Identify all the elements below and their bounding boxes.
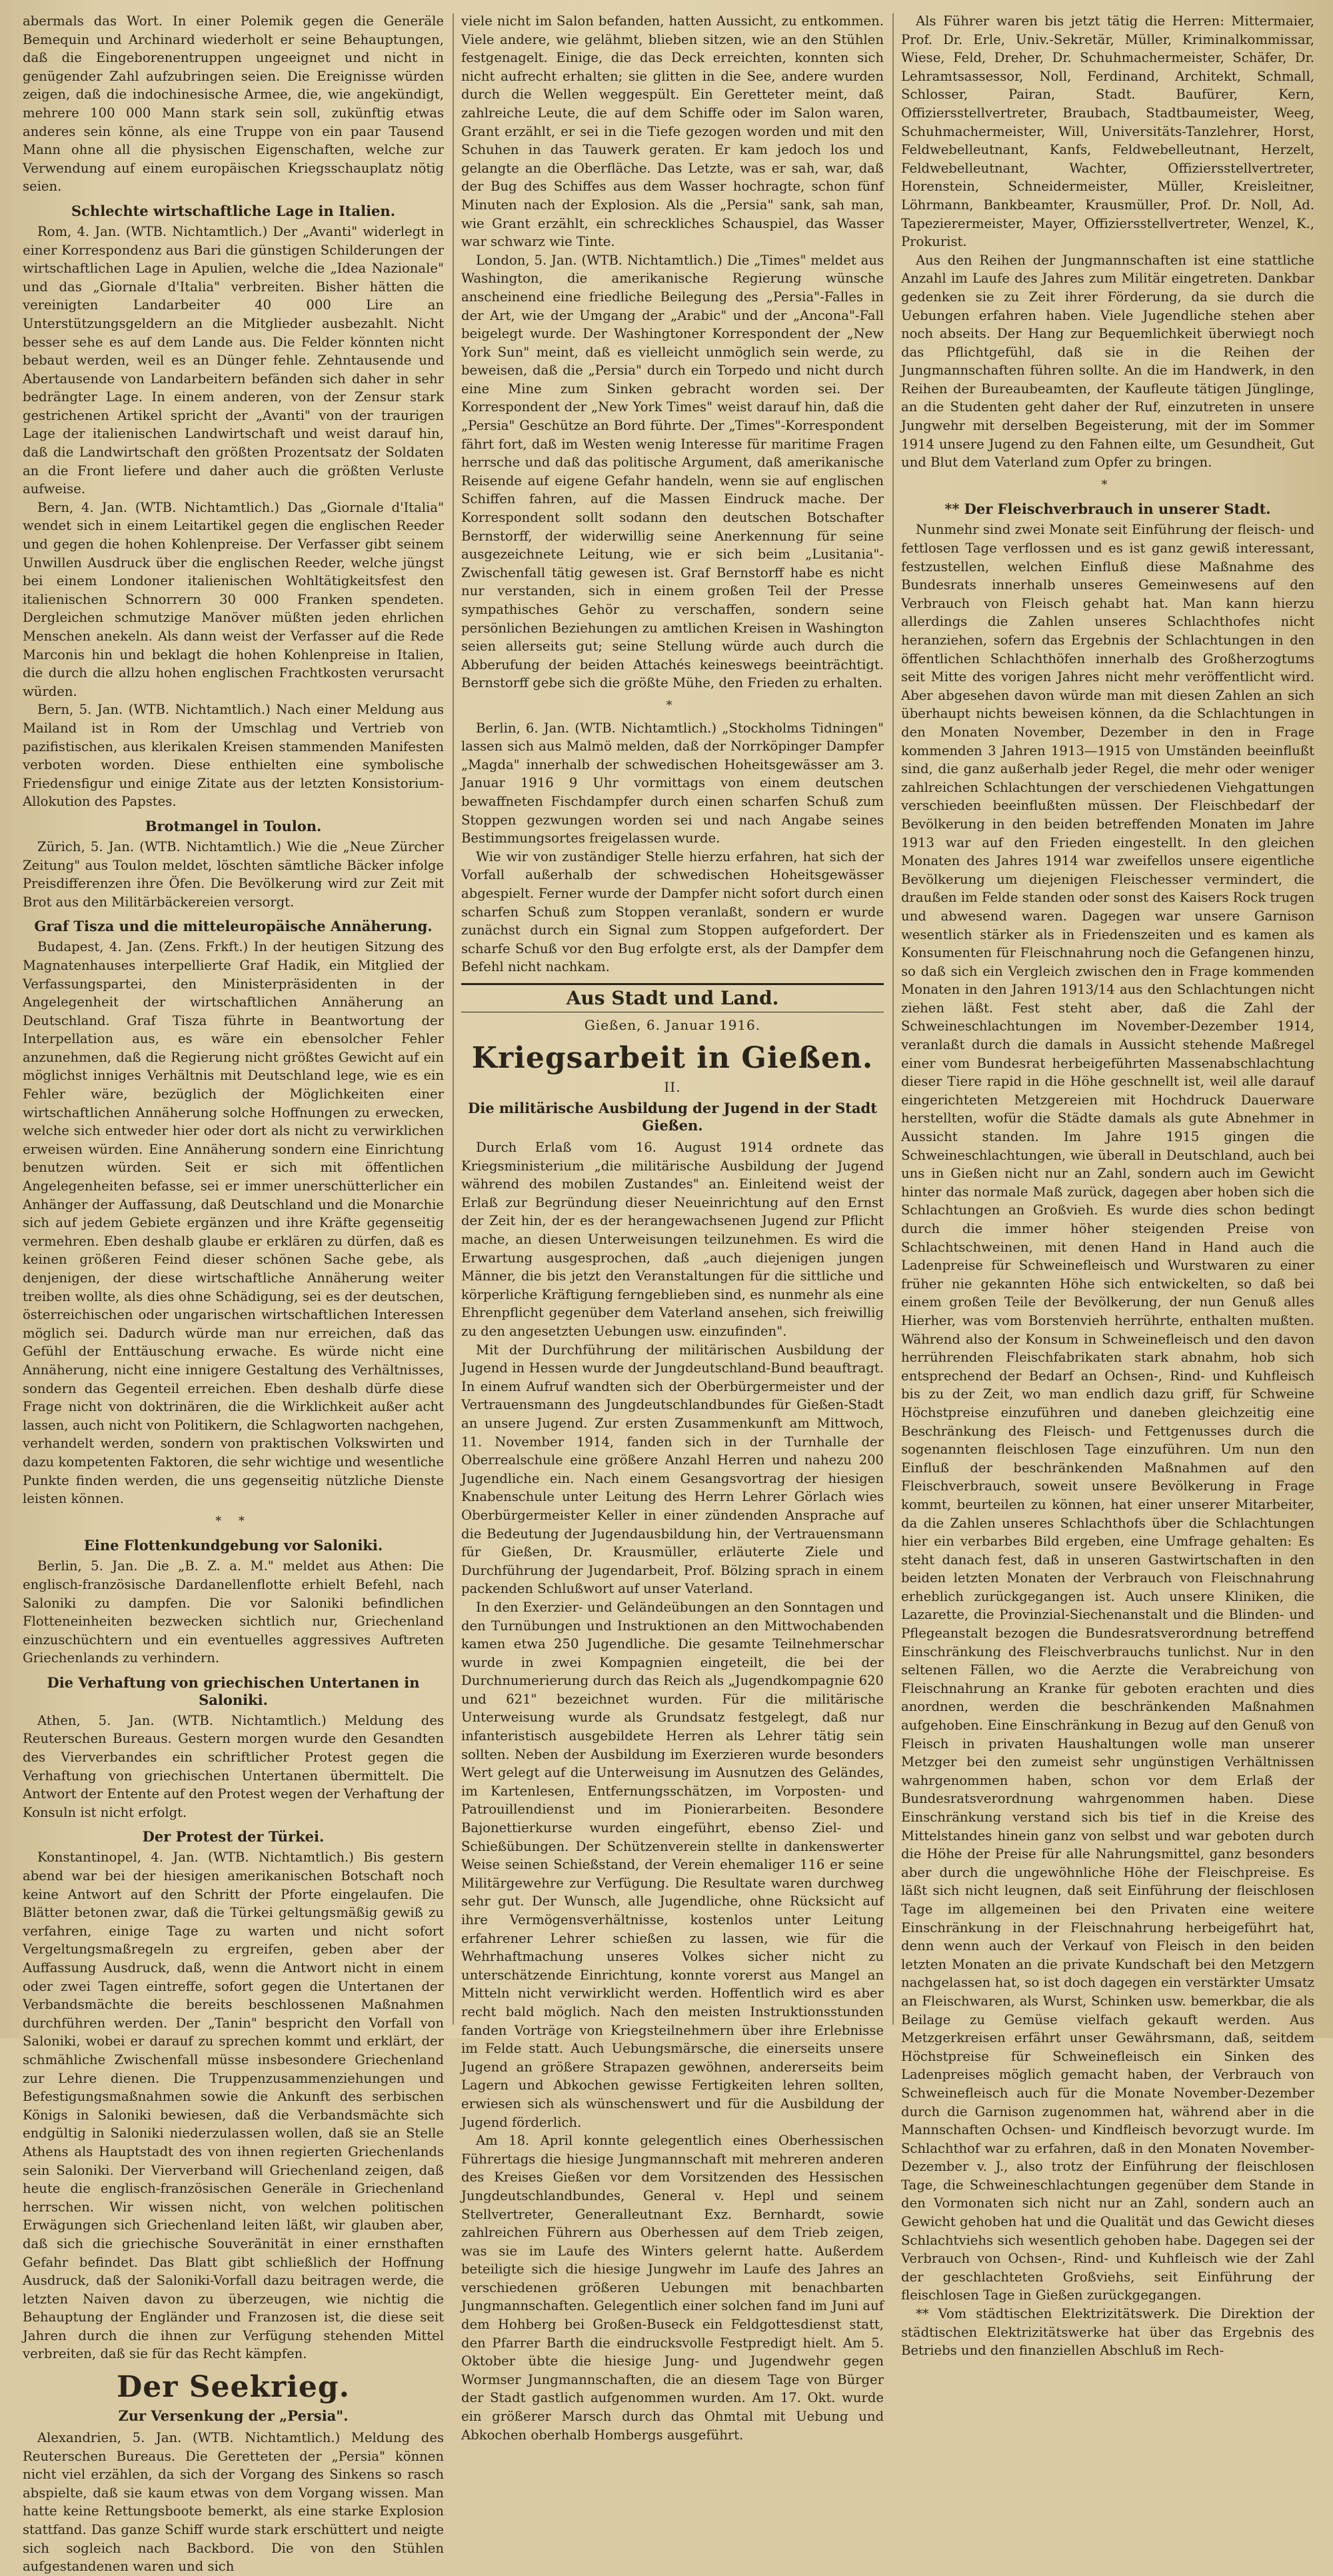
paragraph: ** Vom städtischen Elektrizitätswerk. Die Direktion der städtischen Elektrizitätswerke hat über das Ergebnis des Betriebs und den finanziellen Abschluß im Rech- [901, 2306, 1314, 2359]
paragraph: In den Exerzier- und Geländeübungen an den Sonntagen und den Turnübungen und Instruktionen an den Mittwochabenden kamen etwa 250 Jugendliche. Die gesamte Teilnehmerschar wurde in zwei Kompagnien eingeteilt, die bei der Durchnumerierung durch das Reich als „Jugendkompagnie 620 und 621" bezeichnet wurden. Für die militärische Unterweisung wurde als Grundsatz festgelegt, daß nur infanteristisch ausgebildete Herren als Lehrer tätig sein sollten. Neben der Ausbildung im Exerzieren wurde besonders Wert gelegt auf die Unterweisung im Ausnutzen des Geländes, im Kartenlesen, Entfernungsschätzen, im Vorposten- und Patrouillendienst und im Pionierarbeiten. Besondere Bajonettierkurse wurden eingeführt, ebenso Ziel- und Schießübungen. Der Schützenverein stellte in dankenswerter Weise seinen Schießstand, der Verein ehemaliger 116 er seine Militärgewehre zur Verfügung. Die Resultate waren durchweg sehr gut. Der Wunsch, alle Jugendliche, ohne Rücksicht auf ihre Vermögensverhältnisse, kostenlos unter Leitung erfahrener Lehrer schießen zu lassen, wie für die Wehrhaftmachung unseres Volkes sicher nicht zu unterschätzende Einrichtung, konnte vorerst aus Mangel an Mitteln nicht verwirklicht werden. Hoffentlich wird es aber recht bald möglich. Nach den meisten Instruktionsstunden fanden Vorträge von Kriegsteilnehmern über ihre Erlebnisse im Felde statt. Auch Uebungsmärsche, die einerseits unsere Jugend an größere Strapazen gewöhnen, andererseits beim Lagern und Abkochen gewisse Fertigkeiten lehren sollten, erwiesen sich als wünschenswert und für die Ausbildung der Jugend förderlich. [461, 1599, 884, 2130]
article-subtitle: Die militärische Ausbildung der Jugend in der Stadt Gießen. [468, 1100, 877, 1134]
article-heading: Der Protest der Türkei. [142, 1828, 325, 1846]
article-heading: Schlechte wirtschaftliche Lage in Italien. [71, 202, 395, 219]
paragraph: Mit der Durchführung der militärischen Ausbildung der Jugend in Hessen wurde der Jungdeutschland-Bund beauftragt. In einem Aufruf wandten sich der Oberbürgermeister und der Vertrauensmann des Jungdeutschlandbundes für Gießen-Stadt an unsere Jugend. Zur ersten Zusammenkunft am Mittwoch, 11. November 1914, fanden sich in der Turnhalle der Oberrealschule eine größere Anzahl Herren und nahezu 200 Jugendliche ein. Nach einem Gesangsvortrag der hiesigen Knabenschule unter Leitung des Herrn Lehrer Görlach wies Oberbürgermeister Keller in einer zündenden Ansprache auf die Bedeutung der Jugendausbildung hin, der Vertrauensmann für Gießen, Dr. Krausmüller, erläuterte Ziele und Durchführung der Jugendarbeit, Prof. Bölzing sprach in einem packenden Schlußwort auf unser Vaterland. [461, 1342, 884, 1597]
column-rule [453, 13, 454, 2025]
paragraph: Zürich, 5. Jan. (WTB. Nichtamtlich.) Wie die „Neue Zürcher Zeitung" aus Toulon meldet, löschten sämtliche Bäcker infolge Preisdifferenzen ihre Öfen. Die Bevölkerung wird zur Zeit mit Brot aus den Militärbäckereien versorgt. [23, 838, 444, 910]
paragraph: abermals das Wort. In einer Polemik gegen die Generäle Bemequin und Archinard wiederholt er seine Behauptungen, daß die Eingeborenentruppen ungeeignet und nicht in genügender Zahl aufzubringen seien. Die Ereignisse würden zeigen, daß die indochinesische Armee, die, wie angekündigt, mehrere 100 000 Mann stark sein soll, zukünftig etwas anderes sein könne, als eine Truppe von ein paar Tausend Mann ohne all die physischen Eigenschaften, welche zur Verwendung auf einem europäischen Kriegsschauplatz nötig seien. [23, 13, 444, 195]
paragraph: London, 5. Jan. (WTB. Nichtamtlich.) Die „Times" meldet aus Washington, die amerikanische Regierung wünsche anscheinend eine friedliche Beilegung des „Persia"-Falles in der Art, wie der Umgang der „Arabic" und der „Ancona"-Fall beigelegt wurde. Der Washingtoner Korrespondent der „New York Sun" meint, daß es vielleicht unmöglich sein werde, zu beweisen, daß die „Persia" durch ein Torpedo und nicht durch eine Mine zum Sinken gebracht worden sei. Der Korrespondent der „New York Times" weist darauf hin, daß die „Persia" Geschütze an Bord führte. Der „Times"-Korrespondent fährt fort, daß im Westen wenig Interesse für maritime Fragen herrsche und daß das politische Argument, daß amerikanische Reisende auf eigene Gefahr handeln, wenn sie auf englischen Schiffen fahren, auf die Massen Eindruck mache. Der Korrespondent sollt sodann den deutschen Botschafter Bernstorff, der widerwillig seine Anerkennung für seine ausgezeichnete Leitung, wie er sich beim „Lusitania"-Zwischenfall tätig gewesen ist. Graf Bernstorff habe es nicht nur verstanden, sich in einem großen Teil der Presse sympathisches Gehör zu verschaffen, sondern seine persönlichen Beziehungen zu amtlichen Kreisen in Washington seien allerseits gut; seine Stellung würde auch durch die Abberufung der beiden Attachés keineswegs beeinträchtigt. Bernstorff gebe sich die größte Mühe, den Frieden zu erhalten. [461, 252, 884, 691]
section-heading: Der Seekrieg. [117, 2370, 350, 2405]
paragraph: Bern, 5. Jan. (WTB. Nichtamtlich.) Nach einer Meldung aus Mailand ist in Rom der Umschlag und Vertrieb von pazifistischen, aus klerikalen Kreisen stammenden Manifesten verboten worden. Diese enthielten eine symbolische Friedensfigur und einige Zitate aus der letzten Konsistorium-Allokution des Papstes. [23, 702, 444, 810]
separator-stars: * [666, 698, 679, 712]
paragraph: Berlin, 5. Jan. Die „B. Z. a. M." meldet aus Athen: Die englisch-französische Dardanellenflotte erhielt Befehl, nach Saloniki zu dampfen. Die vor Saloniki befindlichen Flotteneinheiten bezwecken sichtlich nur, Griechenland einzuschüchtern und ein eventuelles aggressives Auftreten Griechenlands zu verhindern. [23, 1558, 444, 1666]
column-1 [23, 12, 444, 2575]
article-subheading: Zur Versenkung der „Persia". [118, 2407, 349, 2425]
section-banner: Aus Stadt und Land. [461, 983, 884, 1012]
column-3 [901, 12, 1314, 2359]
paragraph: Berlin, 6. Jan. (WTB. Nichtamtlich.) „Stockholms Tidningen" lassen sich aus Malmö melden, daß der Norrköpinger Dampfer „Magda" innerhalb der schwedischen Hoheitsgewässer am 3. Januar 1916 9 Uhr vormittags von einem deutschen bewaffneten Fischdampfer durch einen scharfen Schuß zum Stoppen gezwungen worden sei und nach Angabe seines Bestimmungsortes freigelassen wurde. [461, 720, 884, 846]
paragraph: Konstantinopel, 4. Jan. (WTB. Nichtamtlich.) Bis gestern abend war bei der hiesigen amerikanischen Botschaft noch keine Antwort auf den Schritt der Pforte eingelaufen. Die Blätter betonen zwar, daß die Türkei geltungsmäßig gewiß zu verfahren, einige Tage zu warten und nicht sofort Vergeltungsmaßregeln zu ergreifen, geben aber der Auffassung Ausdruck, daß, wenn die Antwort nicht in einem oder zwei Tagen eintreffe, sofort gegen die Untertanen der Verbandsmächte die bereits beschlossenen Maßnahmen durchführen werden. Der „Tanin" bespricht den Vorfall von Saloniki, wobei er darauf zu sprechen kommt und erklärt, der schmähliche Zwischenfall müsse insbesondere Griechenland zur Lehre dienen. Die Truppenzusammenziehungen und Befestigungsmaßnahmen sowie die Ankunft des serbischen Königs in Saloniki bewiesen, daß die Verbandsmächte sich endgültig in Saloniki niederzulassen wollen, daß sie an Stelle Athens als Hauptstadt des von ihnen regierten Griechenlands sein Saloniki. Der Vierverband will Griechenland zeigen, daß heute die englisch-französischen Generäle in Griechenland herrschen. Wir wissen nicht, von welchen politischen Erwägungen sich Griechenland leiten läßt, wir glauben aber, daß sich die griechische Souveränität in einer ernsthaften Gefahr befindet. Das Blatt gibt schließlich der Hoffnung Ausdruck, daß der Saloniki-Vorfall dazu beitragen werde, die letzten Naiven davon zu überzeugen, wie nichtig die Behauptung der Engländer und Franzosen ist, die diese seit Jahren durch die ihnen zur Verfügung stehenden Mittel verbreiten, daß sie für das Recht kämpfen. [23, 1850, 444, 2362]
separator-stars: * [1101, 477, 1114, 492]
paragraph: Athen, 5. Jan. (WTB. Nichtamtlich.) Meldung des Reuterschen Bureaus. Gestern morgen wurde den Gesandten des Vierverbandes ein schriftlicher Protest gegen die Verhaftung von griechischen Untertanen übermittelt. Die Antwort der Entente auf den Protest wegen der Verhaftung der Konsuln ist nicht erfolgt. [23, 1712, 444, 1820]
paragraph: Am 18. April konnte gelegentlich eines Oberhessischen Führertags die hiesige Jungmannschaft mit mehreren anderen des Kreises Gießen vor dem Vorsitzenden des Hessischen Jungdeutschlandbundes, General v. Hepl und seinem Stellvertreter, Generalleutnant Exz. Bernhardt, sowie zahlreichen Führern aus Oberhessen auf dem Trieb zeigen, was sie im Laufe des Winters gelernt hatte. Außerdem beteiligte sich die hiesige Jungwehr im Laufe des Jahres an verschiedenen größeren Uebungen mit benachbarten Jungmannschaften. Gelegentlich einer solchen fand im Juni auf dem Hohberg bei Großen-Buseck ein Feldgottesdienst statt, den Pfarrer Barth die eindrucksvolle Festpredigt hielt. Am 5. Oktober übte die hiesige Jung- und Jugendwehr gegen Wormser Jungmannschaften, die an diesem Tage von Bürger der Stadt gastlich aufgenommen wurden. Am 17. Okt. wurde ein größerer Marsch durch das Ohmtal mit Uebung und Abkochen oberhalb Hombergs ausgeführt. [461, 2133, 884, 2443]
paragraph: Als Führer waren bis jetzt tätig die Herren: Mittermaier, Prof. Dr. Erle, Univ.-Sekretär, Müller, Kriminalkommissar, Wiese, Feld, Dreher, Dr. Schuhmachermeister, Schäfer, Dr. Lehramtsassessor, Noll, Ferdinand, Architekt, Schmall, Schlosser, Pairan, Stadt. Baufürer, Kern, Offiziersstellvertreter, Braubach, Stadtbaumeister, Weeg, Schuhmachermeister, Will, Universitäts-Tanzlehrer, Horst, Feldwebelleutnant, Kanfs, Feldwebelleutnant, Herzelt, Feldwebelleutnant, Wachter, Offiziersstellvertreter, Horenstein, Schneidermeister, Müller, Kreisleitner, Löhrmann, Bankbeamter, Krausmüller, Prof. Dr. Noll, Ad. Tapezierermeister, Mayer, Offiziersstellvertreter, Wenzel, K., Prokurist. [901, 13, 1314, 250]
separator-stars: * * [215, 1514, 251, 1528]
article-heading: Die Verhaftung von griechischen Untertanen in Saloniki. [47, 1674, 420, 1708]
paragraph: Aus den Reihen der Jungmannschaften ist eine stattliche Anzahl im Laufe des Jahres zum Militär eingetreten. Dankbar gedenken sie zu Zeit ihrer Förderung, da sie durch die Uebungen erfahren haben. Viele Jugendliche stehen aber noch abseits. Der Hang zur Bequemlichkeit überwiegt noch das Pflichtgefühl, daß sie in die Reihen der Jungmannschaften führen sollte. An die im Handwerk, in den Reihen der Bureaubeamten, der Kaufleute tätigen Jünglinge, an die Studenten geht daher der Ruf, einzutreten in unsere Jungwehr mit derselben Begeisterung, mit der im Sommer 1914 unsere Jugend zu den Fahnen eilte, um Gesundheit, Gut und Blut dem Vaterland zum Opfer zu bringen. [901, 252, 1314, 471]
article-title: Kriegsarbeit in Gießen. [471, 1041, 874, 1076]
column-rule [892, 13, 894, 2025]
column-2 [461, 12, 884, 2443]
paragraph: Durch Erlaß vom 16. August 1914 ordnete das Kriegsministerium „die militärische Ausbildung der Jugend während des mobilen Zustandes" an. Einleitend weist der Erlaß zur Begründung dieser Neueinrichtung auf den Ernst der Zeit hin, der es der herangewachsenen Jugend zur Pflicht mache, an diesen Unterweisungen teilzunehmen. Es wird die Erwartung ausgesprochen, daß „auch diejenigen jungen Männer, die bis jetzt den Veranstaltungen für die sittliche und körperliche Kräftigung ferngeblieben sind, es nunmehr als eine Ehrenpflicht gegenüber dem Vaterland ansehen, sich freiwillig zu den angesetzten Uebungen usw. einzufinden". [461, 1140, 884, 1339]
paragraph: Rom, 4. Jan. (WTB. Nichtamtlich.) Der „Avanti" widerlegt in einer Korrespondenz aus Bari die günstigen Schilderungen der wirtschaftlichen Lage in Apulien, welche die „Idea Nazionale" und das „Giornale d'Italia" verbreiten. Bisher hätten die vereinigten Landarbeiter 40 000 Lire an Unterstützungsgeldern an die Mitglieder ausbezahlt. Nicht besser sehe es auf dem Lande aus. Die Felder könnten nicht bebaut werden, weil es an Dünger fehle. Zehntausende und Abertausende von Landarbeitern befänden sich daher in sehr bedrängter Lage. In einem anderen, von der Zensur stark gestrichenen Artikel spricht der „Avanti" von der traurigen Lage der italienischen Landwirtschaft und weist darauf hin, daß die Landwirtschaft den größten Prozentsatz der Soldaten an die Front liefere und daher auch die größten Verluste aufweise. [23, 223, 444, 497]
article-heading: Brotmangel in Toulon. [145, 817, 322, 834]
paragraph: Wie wir von zuständiger Stelle hierzu erfahren, hat sich der Vorfall außerhalb der schwedischen Hoheitsgewässer abgespielt. Ferner wurde der Dampfer nicht sofort durch einen scharfen Schuß zum Stoppen veranlaßt, sondern er wurde zunächst durch ein Signal zum Stoppen aufgefordert. Der scharfe Schuß vor den Bug erfolgte erst, als der Dampfer dem Befehl nicht nachkam. [461, 848, 884, 975]
paragraph: viele nicht im Salon befanden, hatten Aussicht, zu entkommen. Viele andere, wie gelähmt, blieben sitzen, wie an den Stühlen festgenagelt. Einige, die das Deck erreichten, konnten sich nicht aufrecht erhalten; sie glitten in die See, andere wurden durch die Wellen weggespült. Ein Geretteter meint, daß zahlreiche Leute, die auf dem Schiffe oder im Salon waren, Grant erzählt, er sei in die Tiefe gezogen worden und mit den Schuhen in das Tauwerk geraten. Er kam jedoch los und gelangte an die Oberfläche. Das Letzte, was er sah, war, daß der Bug des Schiffes aus dem Wasser hochragte, schon fünf Minuten nach der Explosion. Als die „Persia" sank, sah man, wie Grant erzählt, ein schreckliches Schauspiel, das Wasser war schwarz wie Tinte. [461, 13, 884, 250]
paragraph: Budapest, 4. Jan. (Zens. Frkft.) In der heutigen Sitzung des Magnatenhauses interpellierte Graf Hadik, ein Mitglied der Verfassungspartei, den Ministerpräsidenten in der Angelegenheit der wirtschaftlichen Annäherung an Deutschland. Graf Tisza führte in Beantwortung der Interpellation aus, es wäre ein ebensolcher Fehler anzunehmen, daß die Regierung nicht größtes Gewicht auf ein möglichst inniges Verhältnis mit Deutschland lege, wie es ein Fehler wäre, bezüglich der Möglichkeiten einer wirtschaftlichen Annäherung solche Hoffnungen zu erwecken, welche sich entweder hier oder dort als nicht zu verwirklichen erweisen würden. Eine Annäherung sondern eine Einrichtung benutzen würden. Seit er sich mit öffentlichen Angelegenheiten befasse, sei er immer unerschütterlicher ein Anhänger der Auffassung, daß Deutschland und die Monarchie sich auf jedem Gebiete ergänzen und ihre Kräfte gegenseitig vermehren. Eben deshalb glaube er erklären zu dürfen, daß es keinen größeren Feind dieser schönen Sache gebe, als denjenigen, der diese wirtschaftliche Annäherung weiter treiben wollte, als dies ohne Schädigung, sei es der deutschen, österreichischen oder ungarischen wirtschaftlichen Interessen möglich sei. Dadurch würde man nur erreichen, daß das Gefühl der Enttäuschung erwache. Es würde nicht eine Annäherung, nicht eine innigere Gestaltung des Verhältnisses, sondern das Gegenteil erreichen. Eben deshalb dürfe diese Frage nicht von doktrinären, die die Wirklichkeit außer acht lassen, auch nicht von Politikern, die Schlagworten nachgehen, verhandelt werden, sondern von praktischen Volkswirten und dazu kompetenten Faktoren, die sehr wichtige und wesentliche Punkte finden werden, die uns gegenseitig nützliche Dienste leisten können. [23, 939, 444, 1507]
paragraph: Nunmehr sind zwei Monate seit Einführung der fleisch- und fettlosen Tage verflossen und es ist ganz gewiß interessant, festzustellen, welchen Einfluß diese Maßnahme des Bundesrats innerhalb unseres Gemeinwesens auf den Verbrauch von Fleisch gehabt hat. Man kann hierzu allerdings die Zahlen unseres Schlachthofes nicht heranziehen, sofern das Ergebnis der Schlachtungen in den öffentlichen Schlachthöfen innerhalb des Großherzogtums seit Mitte des vorigen Jahres nicht mehr veröffentlicht wird. Aber abgesehen davon würde man mit diesen Zahlen an sich überhaupt nichts beweisen können, da die Schlachtungen in den Monaten November, Dezember in den in Frage kommenden 3 Jahren 1913—1915 von Umständen beeinflußt sind, die ganz außerhalb jeder Regel, die mehr oder weniger zahlreichen Schlachtungen der verschiedenen Viehgattungen verschieden beeinflußten müssen. Der Fleischbedarf der Bevölkerung in den beiden betreffenden Monaten im Jahre 1913 war auf den Frieden eingestellt. In den gleichen Monaten des Jahres 1914 war zweifellos unsere eigentliche Bevölkerung um diejenigen Fleischesser vermindert, die draußen im Felde standen oder sonst des Kaisers Rock trugen und abwesend waren. Dagegen war unsere Garnison wesentlich stärker als in Friedenszeiten und es kamen als Konsumenten für Fleischnahrung noch die Gefangenen hinzu, so daß sich ein Vergleich zwischen den in Frage kommenden Monaten in den Jahren 1913/14 aus den Schlachtungen nicht ziehen läßt. Fest steht aber, daß die Zahl der Schweineschlachtungen im November-Dezember 1914, veranlaßt durch die damals in Aussicht stehende Maßregel einer vom Bundesrat herbeigeführten Massenabschlachtung dieser Tiere rapid in die Höhe geschnellt ist, weil alle darauf eingerichteten Metzgereien mit Hochdruck Dauerware herstellten, wofür die Städte damals als gute Abnehmer in Aussicht standen. Im Jahre 1915 gingen die Schweineschlachtungen, wie überall in Deutschland, auch bei uns in Gießen nicht nur an Zahl, sondern auch im Gewicht hinter das normale Maß zurück, dagegen aber hoben sich die Schlachtungen an Großvieh. Es wurde dies schon bedingt durch die immer höher steigenden Preise von Schlachtschweinen, mit denen Hand in Hand auch die Ladenpreise für Schweinefleisch und Wurstwaren zu einer früher nie gekannten Höhe sich entwickelten, so daß bei einem großen Teile der Bevölkerung, der nun Genuß alles Hierher, was vom Borstenvieh herrührte, enthalten mußten. Während also der Konsum in Schweinefleisch und den davon herrührenden Fleischfabrikaten stark abnahm, hob sich entsprechend der Bedarf an Ochsen-, Rind- und Kuhfleisch bis zu der Zeit, wo man endlich dazu griff, für Schweine Höchstpreise einzuführen und daneben gleichzeitig eine Beschränkung des Fleisch- und Fettgenusses durch die sogenannten fleischlosen Tage einzuführen. Um nun den Einfluß der beschränkenden Maßnahmen auf den Fleischverbrauch, soweit unsere Bevölkerung in Frage kommt, beurteilen zu können, hat einer unserer Mitarbeiter, da die Zahlen unseres Schlachthofs über die Schlachtungen hier ein verbarbes Bild ergeben, eine Umfrage gehalten: Es steht danach fest, daß in unseren Gastwirtschaften in den beiden letzten Monaten der Verbrauch von Fleischnahrung erheblich zurückgegangen ist. Auch unsere Kliniken, die Lazarette, die Provinzial-Siechenanstalt und die Blinden- und Pflegeanstalt bezogen die Bundesratsverordnung betreffend Einschränkung des Fleischverbrauchs tunlichst. Nur in den seltenen Fällen, wo die Aerzte die Verabreichung von Fleischnahrung an Kranke für geboten erachten und dies anordnen, werden die beschränkenden Maßnahmen aufgehoben. Eine Einschränkung in Bezug auf den Genuß von Fleisch in privaten Haushaltungen wolle man unserer Metzger bei den zumeist sehr ungünstigen Verhältnissen wahrgenommen haben, schon vor dem Erlaß der Bundesratsverordnung wahrgenommen haben. Diese Einschränkung verstand sich bis tief in die Kreise des Mittelstandes hinein ganz von selbst und war geboten durch die Höhe der Preise für alle Nahrungsmittel, ganz besonders aber durch die ungewöhnliche Höhe der Fleischpreise. Es läßt sich nicht leugnen, daß seit Einführung der fleischlosen Tage im allgemeinen bei den Privaten eine weitere Einschränkung in der Fleischnahrung herbeigeführt hat, denn wenn auch der Verkauf von Fleisch in den beiden letzten Monaten an die private Kundschaft bei den Metzgern nachgelassen hat, so ist doch dagegen ein verstärkter Umsatz an Fleischwaren, als Wurst, Schinken usw. bemerkbar, die als Beilage zu Gemüse vielfach gekauft werden. Aus Metzgerkreisen erfährt unser Gewährsmann, daß, seitdem Höchstpreise für Schweinefleisch ein Sinken des Ladenpreises möglich gemacht haben, der Verbrauch von Schweinefleisch auch für die Monate November-Dezember durch die Garnison zugenommen hat, während aber in die Mannschaften Ochsen- und Kindfleisch bevorzugt wurde. Im Schlachthof war zu erfahren, daß in den Monaten November-Dezember v. J., also trotz der Einführung der fleischlosen Tage, die Schweineschlachtungen gegenüber dem Stande in den Vormonaten sich nicht nur an Zahl, sondern auch an Gewicht gehoben hat und die Qualität und das Gewicht dieses Schlachtviehs sich wesentlich gehoben habe. Dagegen sei der Verbrauch von Ochsen-, Rind- und Kuhfleisch wie der Zahl der geschlachteten Großviehs, seit Einführung der fleischlosen Tage in Gießen zurückgegangen. [901, 522, 1314, 2303]
article-heading: ** Der Fleischverbrauch in unserer Stadt. [944, 501, 1271, 518]
dateline: Gießen, 6. Januar 1916. [584, 1016, 761, 1033]
article-heading: Graf Tisza und die mitteleuropäische Annäherung. [34, 918, 433, 935]
paragraph: Bern, 4. Jan. (WTB. Nichtamtlich.) Das „Giornale d'Italia" wendet sich in einem Leitartikel gegen die englischen Reeder und gegen die hohen Kohlenpreise. Der Verfasser gibt seinem Unwillen Ausdruck über die englischen Reeder, welche jüngst bei einem Londoner italienischen Wohltätigkeitsfest den italienischen Schnorrern 30 000 Franken spendeten. Dergleichen schmutzige Manöver müßten jeden ehrlichen Menschen anekeln. Als dann weist der Verfasser auf die Rede Marconis hin und beklagt die hohen Kohlenpreise in Italien, die durch die allzu hohen englischen Frachtkosten verursacht würden. [23, 499, 444, 699]
part-number: II. [664, 1079, 681, 1096]
article-heading: Eine Flottenkundgebung vor Saloniki. [83, 1537, 383, 1554]
paragraph: Alexandrien, 5. Jan. (WTB. Nichtamtlich.) Meldung des Reuterschen Bureaus. Die Geretteten der „Persia" können nicht viel erzählen, da sich der Vorgang des Sinkens so rasch abspielte, daß sie kaum etwas von dem Vorgang wissen. Man hatte keine Rettungsboote bemerkt, als eine starke Explosion stattfand. Das ganze Schiff wurde stark erschüttert und neigte sich sogleich nach Backbord. Die von den Stühlen aufgestandenen waren und sich [23, 2430, 444, 2575]
